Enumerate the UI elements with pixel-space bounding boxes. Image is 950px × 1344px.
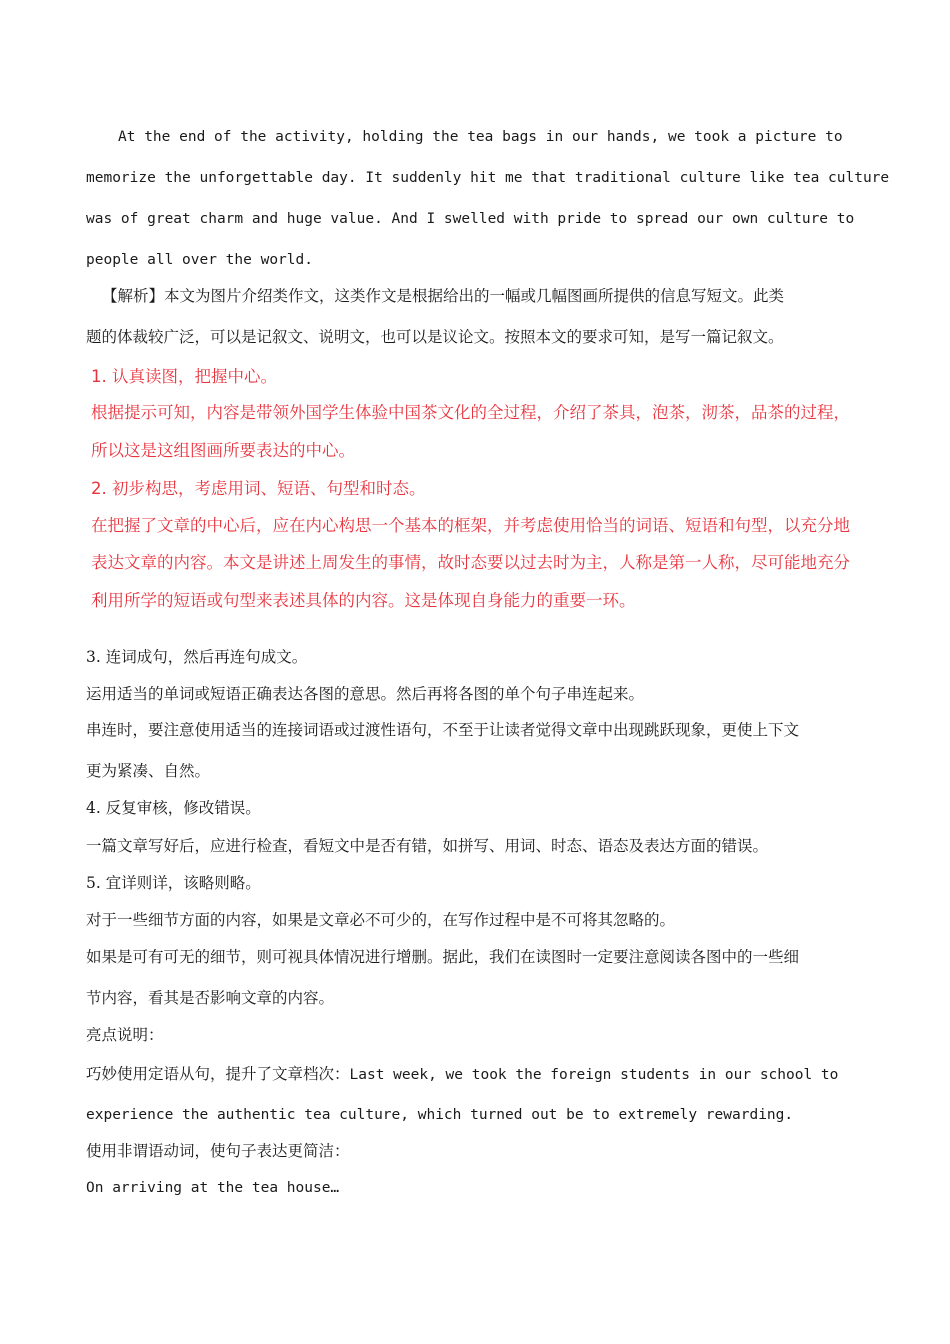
step-5-line-1: 对于一些细节方面的内容，如果是文章必不可少的，在写作过程中是不可将其忽略的。 (86, 911, 676, 929)
analysis-line-2: 题的体裁较广泛，可以是记叙文、说明文，也可以是议论文。按照本文的要求可知，是写一篇记叙文。 (86, 328, 784, 346)
highlight-1 (86, 1064, 838, 1085)
red-note-6: 表达文章的内容。本文是讲述上周发生的事情，故时态要以过去时为主，人称是第一人称，尽可能地充分 (91, 553, 850, 572)
red-note-1: 1. 认真读图，把握中心。 (91, 367, 277, 386)
step-4-title: 4. 反复审核，修改错误。 (86, 799, 261, 817)
essay-line-3: was of great charm and huge value. And I swelled with pride to spread our own culture to (86, 211, 855, 227)
analysis-line-1: 【解析】本文为图片介绍类作文，这类作文是根据给出的一幅或几幅图画所提供的信息写短文。此类 (102, 287, 785, 305)
essay-line-1: At the end of the activity, holding the tea bags in our hands, we took a picture to (118, 129, 843, 145)
red-note-7: 利用所学的短语或句型来表述具体的内容。这是体现自身能力的重要一环。 (91, 591, 636, 610)
highlights-title: 亮点说明： (86, 1026, 164, 1044)
step-5-line-2: 如果是可有可无的细节，则可视具体情况进行增删。据此，我们在读图时一定要注意阅读各图中的一些细 (86, 948, 800, 966)
red-note-5: 在把握了文章的中心后，应在内心构思一个基本的框架，并考虑使用恰当的词语、短语和句型，以充分地 (91, 516, 850, 535)
step-5-title: 5. 宜详则详，该略则略。 (86, 874, 261, 892)
essay-line-2: memorize the unforgettable day. It suddenly hit me that traditional culture like tea culture (86, 170, 890, 186)
highlight-1-cn: 巧妙使用定语从句，提升了文章档次： (86, 1065, 350, 1083)
red-note-3: 所以这是这组图画所要表达的中心。 (91, 441, 355, 460)
step-3-title: 3. 连词成句，然后再连句成文。 (86, 648, 308, 666)
red-note-4: 2. 初步构思，考虑用词、短语、句型和时态。 (91, 479, 426, 498)
highlight-2-en: On arriving at the tea house… (86, 1180, 340, 1196)
highlight-1-en: Last week, we took the foreign students in our school to (349, 1067, 839, 1083)
red-note-2: 根据提示可知，内容是带领外国学生体验中国茶文化的全过程，介绍了茶具，泡茶，沏茶，品茶的过程， (91, 403, 850, 422)
step-5-line-3: 节内容，看其是否影响文章的内容。 (86, 989, 335, 1007)
step-3-line-2: 串连时，要注意使用适当的连接词语或过渡性语句，不至于让读者觉得文章中出现跳跃现象，更使上下文 (86, 721, 800, 739)
highlight-2-cn: 使用非谓语动词，使句子表达更简洁： (86, 1142, 350, 1160)
step-3-line-3: 更为紧凑、自然。 (86, 762, 211, 780)
step-3-line-1: 运用适当的单词或短语正确表达各图的意思。然后再将各图的单个句子串连起来。 (86, 685, 645, 703)
step-4-line-1: 一篇文章写好后，应进行检查，看短文中是否有错，如拼写、用词、时态、语态及表达方面的错误。 (86, 837, 769, 855)
highlight-1-en-cont: experience the authentic tea culture, which turned out be to extremely rewarding. (86, 1107, 794, 1123)
essay-line-4: people all over the world. (86, 252, 313, 268)
